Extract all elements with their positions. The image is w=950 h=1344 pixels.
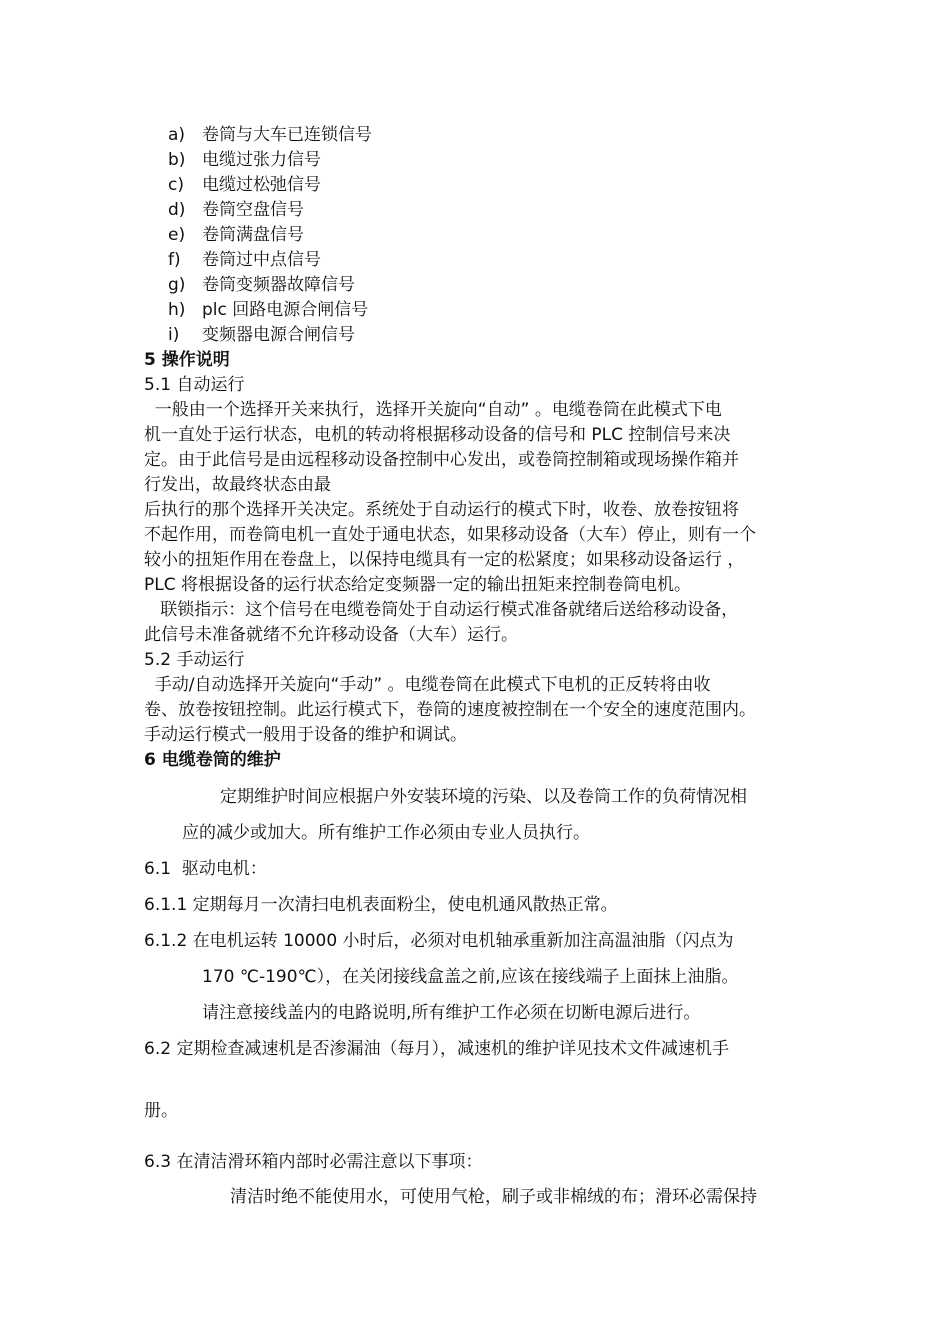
paragraph-line: 此信号未准备就绪不允许移动设备（大车）运行。 [144,625,518,645]
section-heading: 5 操作说明 [144,350,230,370]
list-item: g) 卷筒变频器故障信号 [168,275,355,295]
paragraph-line: 后执行的那个选择开关决定。系统处于自动运行的模式下时，收卷、放卷按钮将 [144,500,739,520]
subsection-title: 5.2 手动运行 [144,650,245,670]
paragraph-line: 请注意接线盖内的电路说明,所有维护工作必须在切断电源后进行。 [202,1003,701,1023]
paragraph-line: 清洁时绝不能使用水，可使用气枪，刷子或非棉绒的布；滑环必需保持 [230,1187,757,1207]
paragraph-line: 册。 [144,1101,178,1121]
paragraph-line: 手动/自动选择开关旋向“手动” 。电缆卷筒在此模式下电机的正反转将由收 [144,675,711,695]
paragraph-line: 定期维护时间应根据户外安装环境的污染、以及卷筒工作的负荷情况相 [220,787,747,807]
list-item: b) 电缆过张力信号 [168,150,321,170]
list-item: f) 卷筒过中点信号 [168,250,321,270]
paragraph-line: 卷、放卷按钮控制。此运行模式下，卷筒的速度被控制在一个安全的速度范围内。 [144,700,756,720]
paragraph-line: 6.1.1 定期每月一次清扫电机表面粉尘，使电机通风散热正常。 [144,895,618,915]
paragraph-line: 联锁指示：这个信号在电缆卷筒处于自动运行模式准备就绪后送给移动设备， [144,600,739,620]
list-item: i) 变频器电源合闸信号 [168,325,355,345]
subsection-title: 5.1 自动运行 [144,375,245,395]
section-heading: 6 电缆卷筒的维护 [144,750,281,770]
list-item: e) 卷筒满盘信号 [168,225,304,245]
paragraph-line: PLC 将根据设备的运行状态给定变频器一定的输出扭矩来控制卷筒电机。 [144,575,691,595]
list-item: c) 电缆过松弛信号 [168,175,321,195]
paragraph-line: 行发出，故最终状态由最 [144,475,331,495]
list-item: a) 卷筒与大车已连锁信号 [168,125,372,145]
list-item: h) plc 回路电源合闸信号 [168,300,369,320]
paragraph-line: 6.3 在清洁滑环箱内部时必需注意以下事项： [144,1152,483,1172]
paragraph-line: 不起作用，而卷筒电机一直处于通电状态，如果移动设备（大车）停止，则有一个 [144,525,756,545]
paragraph-line: 机一直处于运行状态，电机的转动将根据移动设备的信号和 PLC 控制信号来决 [144,425,731,445]
list-item: d) 卷筒空盘信号 [168,200,304,220]
paragraph-line: 定。由于此信号是由远程移动设备控制中心发出，或卷筒控制箱或现场操作箱并 [144,450,739,470]
paragraph-line: 较小的扭矩作用在卷盘上，以保持电缆具有一定的松紧度；如果移动设备运行 ， [144,550,745,570]
paragraph-line: 手动运行模式一般用于设备的维护和调试。 [144,725,467,745]
paragraph-line: 6.1.2 在电机运转 10000 小时后，必须对电机轴承重新加注高温油脂（闪点为 [144,931,734,951]
paragraph-line: 170 ℃-190℃），在关闭接线盒盖之前,应该在接线端子上面抹上油脂。 [202,967,739,987]
subsection-title: 6.1 驱动电机： [144,859,267,879]
paragraph-line: 6.2 定期检查减速机是否渗漏油（每月），减速机的维护详见技术文件减速机手 [144,1039,729,1059]
paragraph-line: 一般由一个选择开关来执行，选择开关旋向“自动” 。电缆卷筒在此模式下电 [144,400,722,420]
paragraph-line: 应的减少或加大。所有维护工作必须由专业人员执行。 [182,823,590,843]
